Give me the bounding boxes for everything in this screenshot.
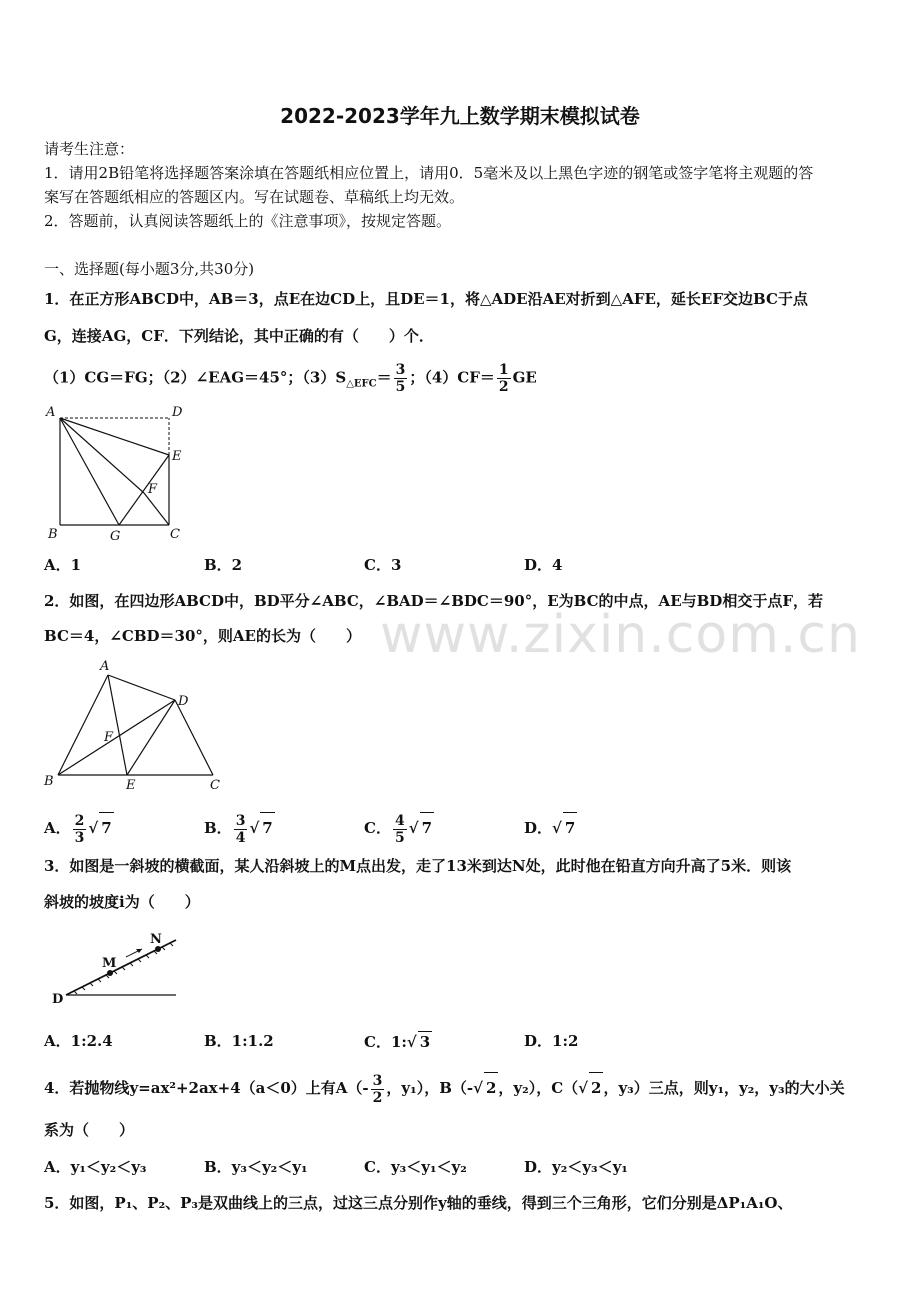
q4-option-b[interactable]: B．y₃＜y₂＜y₁ [204,1158,308,1176]
q3-option-a[interactable]: A．1:2.4 [44,1032,113,1050]
label-N: N [150,932,162,947]
q1-conclusions: （1）CG＝FG；（2）∠EAG＝45°；$(3)S_{\triangle EFC}=$ $\frac{3}{5}$ ；（4）CF＝ $\frac{1}{2}$ GE [44,362,537,395]
q4-option-c[interactable]: C．y₃＜y₁＜y₂ [364,1158,467,1176]
q4-line-2: 系为（ ） [44,1121,135,1139]
label-B: B [44,774,54,789]
label-C: C [170,527,180,542]
label-D: D [178,694,189,709]
page-title: 2022-2023学年九上数学期末模拟试卷 [280,104,640,128]
label-C: C [210,778,220,793]
section-heading: 一、选择题(每小题3分,共30分) [44,260,255,278]
q2-quadrilateral-figure [38,655,228,795]
q3-option-d[interactable]: D．1:2 [524,1032,579,1050]
q2-option-b[interactable]: B． $\frac{3}{4}$ √ 7 [204,812,273,846]
q2-line-1: 2．如图，在四边形ABCD中，BD平分∠ABC，∠BAD＝∠BDC＝90°，E为BC的中点，AE与BD相交于点F，若 [44,592,823,610]
q3-option-c[interactable]: C．1:√ 3 [364,1033,431,1051]
fraction: $\frac{1}{2}$ [498,362,509,395]
fraction: $\frac{3}{5}$ [395,362,406,395]
label-D: D [52,992,64,1007]
label-A: A [46,405,56,420]
label-M: M [102,956,117,971]
q3-option-b[interactable]: B．1:1.2 [204,1032,274,1050]
q1-square-figure [40,400,200,545]
notice-line-2: 2．答题前，认真阅读答题纸上的《注意事项》，按规定答题。 [44,212,452,230]
q1-option-a[interactable]: A．1 [44,556,82,574]
q3-line-2: 斜坡的坡度i为（ ） [44,893,200,911]
label-A: A [100,659,110,674]
label-D: D [172,405,183,420]
label-E: E [126,778,136,793]
q3-line-1: 3．如图是一斜坡的横截面，某人沿斜坡上的M点出发，走了13米到达N处，此时他在铅直方向升高了5米．则该 [44,857,792,875]
label-F: F [104,730,114,745]
q2-option-d[interactable]: D．√ 7 [524,812,577,843]
watermark: www.zixin.com.cn [380,605,861,665]
q1-option-b[interactable]: B．2 [204,556,243,574]
q2-option-c[interactable]: C． $\frac{4}{5}$ √ 7 [364,812,432,846]
label-E: E [172,449,182,464]
label-B: B [48,527,58,542]
q1-option-d[interactable]: D．4 [524,556,563,574]
q5-line-1: 5．如图，P₁、P₂、P₃是双曲线上的三点，过这三点分别作y轴的垂线，得到三个三角形，它们分别是ΔP₁A₁O、 [44,1194,793,1212]
q4-line-1: 4．若抛物线y=ax²+2ax+4（a＜0）上有A（- $\frac{3}{2}$ ，y₁），B（-√ 2 ，y₂），C（√ 2 ，y₃）三点，则y₁，y₂，y₃的大小关 [44,1072,845,1106]
label-G: G [110,529,121,544]
notice-line-1a: 1．请用2B铅笔将选择题答案涂填在答题纸相应位置上，请用0．5毫米及以上黑色字迹的钢笔或签字笔将主观题的答 [44,164,814,182]
q1-line-1: 1．在正方形ABCD中，AB＝3，点E在边CD上，且DE＝1，将△ADE沿AE对折到△AFE，延长EF交边BC于点 [44,290,808,308]
label-F: F [148,482,158,497]
q3-slope-figure [44,925,194,1015]
q2-option-a[interactable]: A． $\frac{2}{3}$ √ 7 [44,812,112,846]
q4-option-d[interactable]: D．y₂＜y₃＜y₁ [524,1158,628,1176]
q1-option-c[interactable]: C．3 [364,556,402,574]
q1-line-2: G，连接AG，CF．下列结论，其中正确的有（ ）个． [44,327,434,345]
notice-line-1b: 案写在答题纸相应的答题区内。写在试题卷、草稿纸上均无效。 [44,188,465,206]
notice-heading: 请考生注意： [44,140,135,158]
q2-line-2: BC＝4，∠CBD＝30°，则AE的长为（ ） [44,627,361,645]
q4-option-a[interactable]: A．y₁＜y₂＜y₃ [44,1158,147,1176]
